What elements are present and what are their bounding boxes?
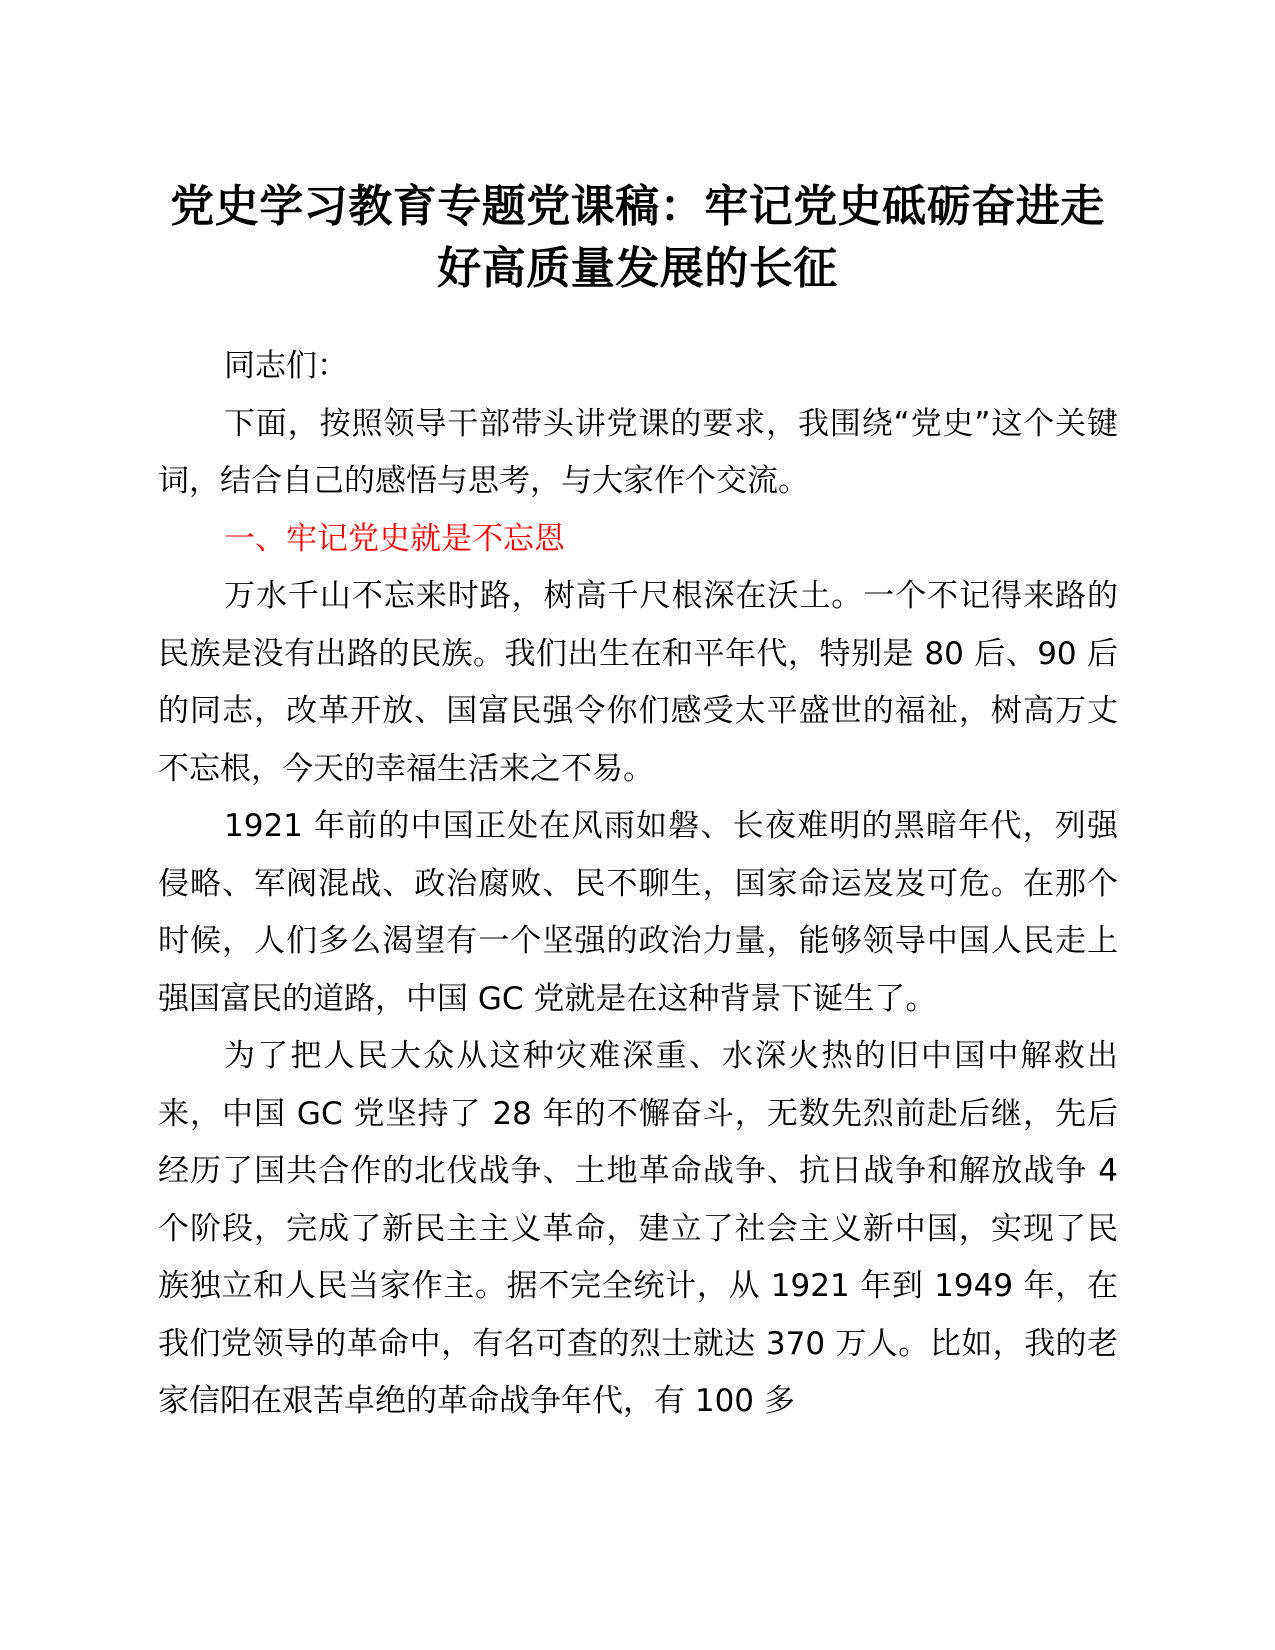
- body-paragraph: 为了把人民大众从这种灾难深重、水深火热的旧中国中解救出来，中国 GC 党坚持了 28 年的不懈奋斗，无数先烈前赴后继，先后经历了国共合作的北伐战争、土地革命战争、抗日战争和解放战争 4 个阶段，完成了新民主主义革命，建立了社会主义新中国，实现了民族独立和人民当家作主。据不完全统计，从 1921 年到 1949 年，在我们党领导的革命中，有名可查的烈士就达 370 万人。比如，我的老家信阳在艰苦卓绝的革命战争年代，有 100 多: [158, 1038, 1118, 1419]
- title-line-1: 党史学习教育专题党课稿：牢记党史砥砺奋进走: [170, 181, 1105, 232]
- salutation: 同志们：: [224, 348, 348, 384]
- body-paragraph: 1921 年前的中国正处在风雨如磐、长夜难明的黑暗年代，列强侵略、军阀混战、政治腐败、民不聊生，国家命运岌岌可危。在那个时候，人们多么渴望有一个坚强的政治力量，能够领导中国人民走上强国富民的道路，中国 GC 党就是在这种背景下诞生了。: [158, 808, 1118, 1017]
- title-line-2: 好高质量发展的长征: [437, 243, 838, 294]
- document-body: [158, 338, 1118, 1431]
- section-heading-1: 一、牢记党史就是不忘恩: [224, 520, 565, 557]
- body-paragraph: 万水千山不忘来时路，树高千尺根深在沃土。一个不记得来路的民族是没有出路的民族。我们出生在和平年代，特别是 80 后、90 后的同志，改革开放、国富民强令你们感受太平盛世的福祉，树高万丈不忘根，今天的幸福生活来之不易。: [158, 578, 1118, 787]
- intro-paragraph: 下面，按照领导干部带头讲党课的要求，我围绕“党史”这个关键词，结合自己的感悟与思考，与大家作个交流。: [158, 405, 1118, 499]
- document-title: [140, 176, 1135, 300]
